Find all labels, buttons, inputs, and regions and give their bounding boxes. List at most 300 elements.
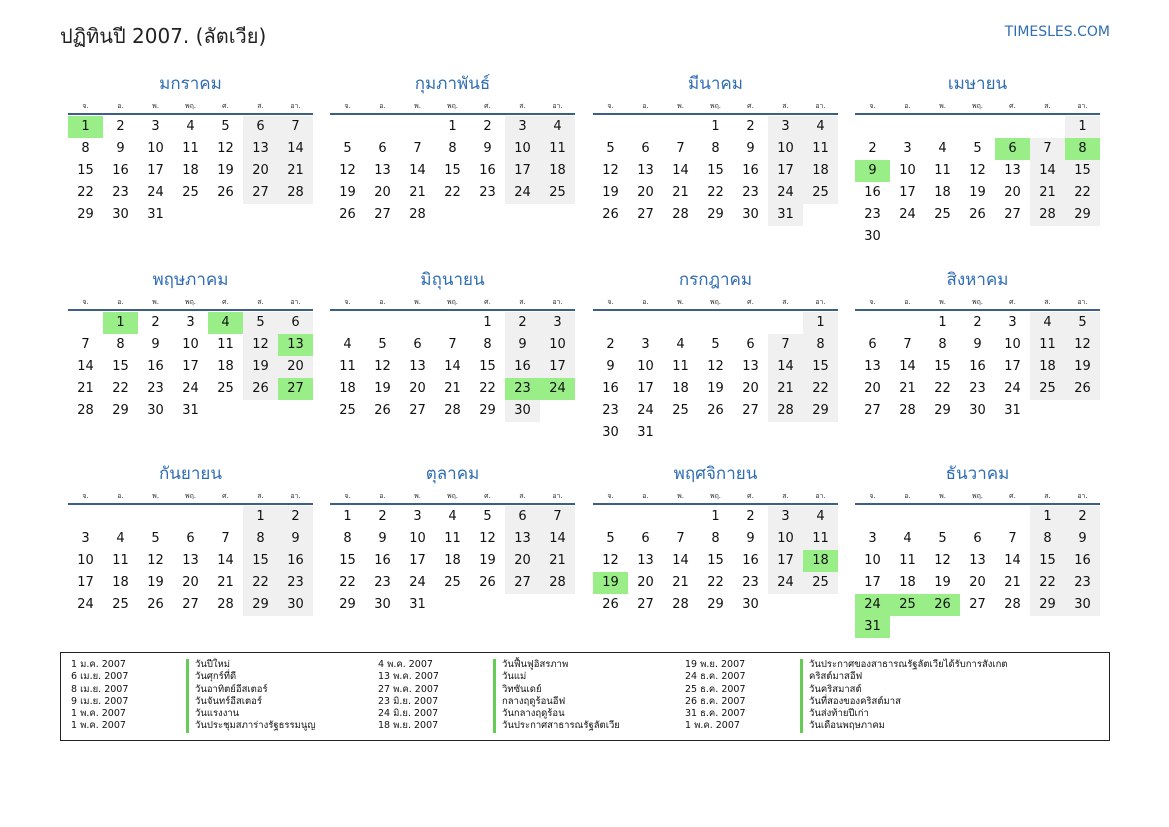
day-cell: 27 bbox=[1004, 207, 1021, 222]
day-cell: 6 bbox=[868, 337, 877, 352]
weekday-label: อ. bbox=[904, 492, 911, 500]
day-cell: 16 bbox=[1065, 550, 1100, 572]
empty-cell bbox=[960, 116, 995, 138]
day-cell: 20 bbox=[182, 575, 199, 590]
day-cell: 9 bbox=[1065, 528, 1100, 550]
weekday-label: อา. bbox=[290, 298, 301, 306]
day-cell: 21 bbox=[217, 575, 234, 590]
holiday-date: 13 พ.ค. 2007 bbox=[378, 671, 439, 683]
day-cell: 14 bbox=[672, 553, 689, 568]
day-cell: 3 bbox=[505, 116, 540, 138]
day-cell: 23 bbox=[505, 378, 540, 400]
day-cell: 9 bbox=[116, 141, 125, 156]
day-cell: 25 bbox=[540, 182, 575, 204]
day-grid bbox=[68, 506, 313, 616]
day-cell: 1 bbox=[711, 119, 720, 134]
weekday-label: อ. bbox=[379, 492, 386, 500]
day-cell: 22 bbox=[444, 185, 461, 200]
empty-cell bbox=[330, 116, 365, 138]
day-cell: 15 bbox=[1065, 160, 1100, 182]
day-cell: 14 bbox=[217, 553, 234, 568]
weekday-label: พฤ. bbox=[184, 102, 197, 110]
day-cell: 27 bbox=[969, 597, 986, 612]
holiday-name: วันประชุมสภาร่างรัฐธรรมนูญ bbox=[186, 720, 315, 732]
day-cell: 30 bbox=[969, 403, 986, 418]
day-cell: 3 bbox=[151, 119, 160, 134]
weekday-label: ส. bbox=[519, 298, 526, 306]
day-cell: 18 bbox=[540, 160, 575, 182]
holiday-date: 4 พ.ค. 2007 bbox=[378, 659, 433, 670]
day-cell: 21 bbox=[899, 381, 916, 396]
day-cell: 8 bbox=[343, 531, 352, 546]
holiday-name: วันแรงงาน bbox=[186, 708, 239, 720]
day-cell: 26 bbox=[1065, 378, 1100, 400]
day-cell: 10 bbox=[899, 163, 916, 178]
day-cell: 13 bbox=[637, 553, 654, 568]
day-cell: 25 bbox=[803, 182, 838, 204]
day-cell: 28 bbox=[409, 207, 426, 222]
weekday-label: ศ. bbox=[222, 102, 229, 110]
weekday-label: อ. bbox=[642, 102, 649, 110]
day-cell: 31 bbox=[1004, 403, 1021, 418]
day-cell: 17 bbox=[899, 185, 916, 200]
day-cell: 18 bbox=[339, 381, 356, 396]
day-cell: 7 bbox=[676, 141, 685, 156]
day-cell: 14 bbox=[899, 359, 916, 374]
day-cell: 6 bbox=[641, 141, 650, 156]
day-cell: 8 bbox=[938, 337, 947, 352]
day-cell: 25 bbox=[444, 575, 461, 590]
site-link[interactable]: TIMESLES.COM bbox=[1004, 24, 1110, 40]
day-cell: 1 bbox=[68, 116, 103, 138]
weekday-header bbox=[68, 489, 313, 505]
weekday-label: พ. bbox=[414, 298, 421, 306]
weekday-label: อา. bbox=[552, 492, 563, 500]
day-cell: 4 bbox=[208, 312, 243, 334]
weekday-label: พฤ. bbox=[184, 298, 197, 306]
day-cell: 15 bbox=[444, 163, 461, 178]
day-cell: 6 bbox=[278, 312, 313, 334]
legend-row bbox=[71, 708, 315, 720]
weekday-label: จ. bbox=[82, 102, 89, 110]
day-cell: 3 bbox=[903, 141, 912, 156]
day-cell: 19 bbox=[707, 381, 724, 396]
calendar-grid bbox=[68, 72, 1102, 647]
weekday-label: พ. bbox=[939, 102, 946, 110]
day-cell: 20 bbox=[409, 381, 426, 396]
weekday-label: ศ. bbox=[1009, 492, 1016, 500]
holiday-date: 26 ธ.ค. 2007 bbox=[685, 695, 746, 707]
day-cell: 25 bbox=[672, 403, 689, 418]
empty-cell bbox=[698, 312, 733, 334]
legend-column bbox=[378, 659, 620, 733]
empty-cell bbox=[400, 116, 435, 138]
day-cell: 16 bbox=[479, 163, 496, 178]
day-cell: 7 bbox=[903, 337, 912, 352]
day-cell: 17 bbox=[182, 359, 199, 374]
day-cell: 15 bbox=[77, 163, 94, 178]
holiday-date: 18 พ.ย. 2007 bbox=[378, 720, 439, 732]
day-cell: 20 bbox=[505, 550, 540, 572]
day-cell: 11 bbox=[112, 553, 129, 568]
day-cell: 15 bbox=[707, 553, 724, 568]
day-cell: 6 bbox=[973, 531, 982, 546]
day-cell: 15 bbox=[479, 359, 496, 374]
day-cell: 24 bbox=[855, 594, 890, 616]
day-cell: 10 bbox=[409, 531, 426, 546]
day-cell: 10 bbox=[637, 359, 654, 374]
day-cell: 17 bbox=[1004, 359, 1021, 374]
day-cell: 19 bbox=[374, 381, 391, 396]
day-cell: 9 bbox=[973, 337, 982, 352]
day-cell: 1 bbox=[448, 119, 457, 134]
day-cell: 28 bbox=[540, 572, 575, 594]
weekday-label: จ. bbox=[869, 102, 876, 110]
day-cell: 11 bbox=[672, 359, 689, 374]
empty-cell bbox=[628, 506, 663, 528]
day-cell: 9 bbox=[855, 160, 890, 182]
day-cell: 4 bbox=[343, 337, 352, 352]
day-cell: 29 bbox=[339, 597, 356, 612]
day-cell: 14 bbox=[768, 356, 803, 378]
day-cell: 9 bbox=[746, 531, 755, 546]
day-cell: 22 bbox=[1030, 572, 1065, 594]
day-cell: 30 bbox=[742, 597, 759, 612]
day-cell: 12 bbox=[217, 141, 234, 156]
weekday-label: ศ. bbox=[222, 492, 229, 500]
day-cell: 27 bbox=[637, 597, 654, 612]
day-cell: 8 bbox=[711, 141, 720, 156]
day-cell: 3 bbox=[81, 531, 90, 546]
day-cell: 21 bbox=[77, 381, 94, 396]
day-cell: 6 bbox=[641, 531, 650, 546]
day-cell: 18 bbox=[112, 575, 129, 590]
weekday-label: พฤ. bbox=[446, 102, 459, 110]
day-cell: 2 bbox=[973, 315, 982, 330]
day-cell: 22 bbox=[707, 575, 724, 590]
day-cell: 17 bbox=[409, 553, 426, 568]
day-cell: 10 bbox=[147, 141, 164, 156]
holiday-name: วันอาทิตย์อีสเตอร์ bbox=[186, 684, 268, 696]
day-cell: 10 bbox=[540, 334, 575, 356]
day-cell: 9 bbox=[505, 334, 540, 356]
weekday-header bbox=[855, 99, 1100, 115]
weekday-label: ส. bbox=[257, 102, 264, 110]
day-cell: 8 bbox=[1065, 138, 1100, 160]
day-cell: 11 bbox=[540, 138, 575, 160]
day-cell: 27 bbox=[742, 403, 759, 418]
day-cell: 23 bbox=[742, 575, 759, 590]
day-cell: 19 bbox=[147, 575, 164, 590]
day-cell: 14 bbox=[1004, 553, 1021, 568]
month-name: พฤศจิกายน bbox=[673, 464, 758, 484]
empty-cell bbox=[330, 312, 365, 334]
day-cell: 26 bbox=[374, 403, 391, 418]
day-cell: 5 bbox=[711, 337, 720, 352]
weekday-header bbox=[330, 489, 575, 505]
day-cell: 23 bbox=[112, 185, 129, 200]
day-cell: 11 bbox=[1030, 334, 1065, 356]
weekday-label: จ. bbox=[607, 492, 614, 500]
day-cell: 9 bbox=[151, 337, 160, 352]
month-name: กรกฎาคม bbox=[678, 270, 753, 290]
day-cell: 10 bbox=[77, 553, 94, 568]
holiday-name: วันแม่ bbox=[493, 671, 526, 683]
day-cell: 27 bbox=[505, 572, 540, 594]
day-cell: 8 bbox=[116, 337, 125, 352]
day-cell: 29 bbox=[707, 597, 724, 612]
day-cell: 31 bbox=[409, 597, 426, 612]
day-cell: 25 bbox=[217, 381, 234, 396]
day-cell: 29 bbox=[243, 594, 278, 616]
holiday-date: 31 ธ.ค. 2007 bbox=[685, 708, 746, 720]
empty-cell bbox=[925, 116, 960, 138]
empty-cell bbox=[593, 116, 628, 138]
empty-cell bbox=[68, 312, 103, 334]
legend-row bbox=[378, 671, 620, 683]
legend-column bbox=[71, 659, 315, 733]
day-cell: 10 bbox=[768, 138, 803, 160]
day-cell: 18 bbox=[672, 381, 689, 396]
day-cell: 7 bbox=[1008, 531, 1017, 546]
weekday-label: อา. bbox=[815, 298, 826, 306]
day-cell: 2 bbox=[746, 509, 755, 524]
legend-row bbox=[378, 720, 620, 732]
weekday-label: พฤ. bbox=[971, 102, 984, 110]
day-cell: 10 bbox=[182, 337, 199, 352]
weekday-label: อา. bbox=[1077, 492, 1088, 500]
day-cell: 4 bbox=[676, 337, 685, 352]
day-cell: 4 bbox=[1030, 312, 1065, 334]
day-cell: 15 bbox=[707, 163, 724, 178]
empty-cell bbox=[960, 506, 995, 528]
empty-cell bbox=[995, 506, 1030, 528]
day-cell: 7 bbox=[448, 337, 457, 352]
month-name: พฤษภาคม bbox=[152, 270, 229, 290]
day-cell: 24 bbox=[768, 182, 803, 204]
day-cell: 5 bbox=[343, 141, 352, 156]
day-cell: 27 bbox=[243, 182, 278, 204]
day-cell: 18 bbox=[934, 185, 951, 200]
weekday-label: ศ. bbox=[747, 102, 754, 110]
day-cell: 6 bbox=[413, 337, 422, 352]
month-name: มกราคม bbox=[159, 74, 222, 94]
day-cell: 3 bbox=[768, 116, 803, 138]
month-name: มิถุนายน bbox=[420, 270, 485, 290]
day-cell: 17 bbox=[768, 550, 803, 572]
day-cell: 19 bbox=[479, 553, 496, 568]
weekday-header bbox=[855, 295, 1100, 311]
day-cell: 1 bbox=[343, 509, 352, 524]
legend-column bbox=[685, 659, 1008, 733]
holiday-name: วันปีใหม่ bbox=[186, 659, 230, 671]
day-cell: 27 bbox=[637, 207, 654, 222]
day-cell: 2 bbox=[116, 119, 125, 134]
day-cell: 21 bbox=[768, 378, 803, 400]
day-cell: 16 bbox=[112, 163, 129, 178]
day-cell: 18 bbox=[217, 359, 234, 374]
holiday-name: คริสต์มาสอีฟ bbox=[800, 671, 862, 683]
weekday-header bbox=[593, 489, 838, 505]
day-cell: 5 bbox=[483, 509, 492, 524]
day-cell: 3 bbox=[641, 337, 650, 352]
weekday-label: อา. bbox=[815, 102, 826, 110]
day-cell: 4 bbox=[186, 119, 195, 134]
weekday-label: ส. bbox=[1044, 492, 1051, 500]
day-cell: 7 bbox=[221, 531, 230, 546]
day-cell: 3 bbox=[868, 531, 877, 546]
day-cell: 27 bbox=[864, 403, 881, 418]
day-cell: 21 bbox=[1030, 182, 1065, 204]
day-cell: 29 bbox=[77, 207, 94, 222]
day-cell: 26 bbox=[707, 403, 724, 418]
weekday-header bbox=[855, 489, 1100, 505]
month-block bbox=[855, 72, 1100, 248]
holiday-date: 24 ธ.ค. 2007 bbox=[685, 671, 746, 683]
day-grid bbox=[330, 312, 575, 422]
day-cell: 6 bbox=[243, 116, 278, 138]
weekday-label: ศ. bbox=[222, 298, 229, 306]
day-cell: 17 bbox=[77, 575, 94, 590]
day-cell: 28 bbox=[278, 182, 313, 204]
empty-cell bbox=[890, 506, 925, 528]
day-cell: 18 bbox=[444, 553, 461, 568]
day-cell: 15 bbox=[1030, 550, 1065, 572]
day-cell: 23 bbox=[278, 572, 313, 594]
day-cell: 28 bbox=[444, 403, 461, 418]
weekday-label: พฤ. bbox=[184, 492, 197, 500]
legend-row bbox=[378, 659, 620, 671]
day-cell: 17 bbox=[147, 163, 164, 178]
holiday-date: 1 ม.ค. 2007 bbox=[71, 659, 126, 670]
holiday-date: 25 ธ.ค. 2007 bbox=[685, 683, 746, 695]
day-cell: 24 bbox=[1004, 381, 1021, 396]
day-cell: 9 bbox=[483, 141, 492, 156]
day-cell: 1 bbox=[103, 312, 138, 334]
day-cell: 12 bbox=[602, 163, 619, 178]
weekday-label: จ. bbox=[344, 102, 351, 110]
empty-cell bbox=[593, 506, 628, 528]
day-cell: 25 bbox=[934, 207, 951, 222]
day-cell: 13 bbox=[243, 138, 278, 160]
day-cell: 30 bbox=[278, 594, 313, 616]
holiday-name: วันประกาศของสาธารณรัฐลัตเวียได้รับการสังเกต bbox=[800, 659, 1008, 671]
weekday-label: พฤ. bbox=[709, 492, 722, 500]
day-cell: 4 bbox=[938, 141, 947, 156]
holiday-name: วันศุกร์ที่ดี bbox=[186, 671, 236, 683]
day-cell: 13 bbox=[409, 359, 426, 374]
day-cell: 26 bbox=[969, 207, 986, 222]
legend-row bbox=[685, 659, 1008, 671]
weekday-label: พ. bbox=[414, 492, 421, 500]
day-cell: 25 bbox=[890, 594, 925, 616]
day-cell: 11 bbox=[934, 163, 951, 178]
month-block bbox=[593, 462, 838, 616]
empty-cell bbox=[890, 116, 925, 138]
day-cell: 30 bbox=[374, 597, 391, 612]
holiday-date: 27 พ.ค. 2007 bbox=[378, 683, 439, 695]
day-cell: 19 bbox=[969, 185, 986, 200]
day-cell: 17 bbox=[768, 160, 803, 182]
day-cell: 13 bbox=[637, 163, 654, 178]
day-cell: 21 bbox=[672, 185, 689, 200]
day-cell: 19 bbox=[1065, 356, 1100, 378]
day-cell: 12 bbox=[243, 334, 278, 356]
weekday-label: อา. bbox=[552, 298, 563, 306]
day-cell: 8 bbox=[448, 141, 457, 156]
day-cell: 23 bbox=[602, 403, 619, 418]
day-cell: 7 bbox=[1030, 138, 1065, 160]
month-name: มีนาคม bbox=[688, 74, 743, 94]
day-cell: 13 bbox=[969, 553, 986, 568]
day-cell: 13 bbox=[182, 553, 199, 568]
day-cell: 3 bbox=[413, 509, 422, 524]
weekday-label: พ. bbox=[677, 298, 684, 306]
month-block bbox=[593, 72, 838, 226]
day-cell: 12 bbox=[969, 163, 986, 178]
weekday-label: อ. bbox=[379, 298, 386, 306]
day-cell: 29 bbox=[707, 207, 724, 222]
day-cell: 16 bbox=[742, 553, 759, 568]
weekday-header bbox=[330, 295, 575, 311]
day-cell: 17 bbox=[864, 575, 881, 590]
day-cell: 14 bbox=[278, 138, 313, 160]
day-cell: 5 bbox=[378, 337, 387, 352]
day-cell: 28 bbox=[1030, 204, 1065, 226]
day-cell: 2 bbox=[483, 119, 492, 134]
day-cell: 27 bbox=[409, 403, 426, 418]
day-cell: 24 bbox=[409, 575, 426, 590]
holiday-name: วันกลางฤดูร้อน bbox=[493, 708, 565, 720]
legend-row bbox=[71, 671, 315, 683]
weekday-header bbox=[68, 99, 313, 115]
month-block bbox=[330, 72, 575, 226]
day-cell: 20 bbox=[1004, 185, 1021, 200]
empty-cell bbox=[663, 506, 698, 528]
day-cell: 16 bbox=[602, 381, 619, 396]
weekday-label: พ. bbox=[939, 492, 946, 500]
weekday-header bbox=[330, 99, 575, 115]
day-cell: 29 bbox=[112, 403, 129, 418]
holiday-date: 1 พ.ค. 2007 bbox=[71, 720, 126, 732]
day-cell: 6 bbox=[746, 337, 755, 352]
weekday-label: ศ. bbox=[1009, 102, 1016, 110]
empty-cell bbox=[365, 116, 400, 138]
day-cell: 27 bbox=[278, 378, 313, 400]
weekday-label: พฤ. bbox=[446, 298, 459, 306]
day-cell: 5 bbox=[606, 531, 615, 546]
weekday-label: อ. bbox=[642, 492, 649, 500]
empty-cell bbox=[925, 506, 960, 528]
day-cell: 22 bbox=[934, 381, 951, 396]
day-cell: 4 bbox=[448, 509, 457, 524]
day-grid bbox=[855, 506, 1100, 638]
holiday-date: 8 เม.ย. 2007 bbox=[71, 683, 129, 695]
day-cell: 26 bbox=[479, 575, 496, 590]
empty-cell bbox=[855, 506, 890, 528]
day-cell: 21 bbox=[444, 381, 461, 396]
day-cell: 3 bbox=[540, 312, 575, 334]
day-cell: 1 bbox=[711, 509, 720, 524]
weekday-label: ส. bbox=[1044, 102, 1051, 110]
weekday-label: พ. bbox=[677, 102, 684, 110]
day-cell: 20 bbox=[742, 381, 759, 396]
legend-row bbox=[71, 720, 315, 732]
weekday-label: อ. bbox=[117, 298, 124, 306]
day-cell: 26 bbox=[243, 378, 278, 400]
legend-row bbox=[71, 696, 315, 708]
day-cell: 5 bbox=[151, 531, 160, 546]
